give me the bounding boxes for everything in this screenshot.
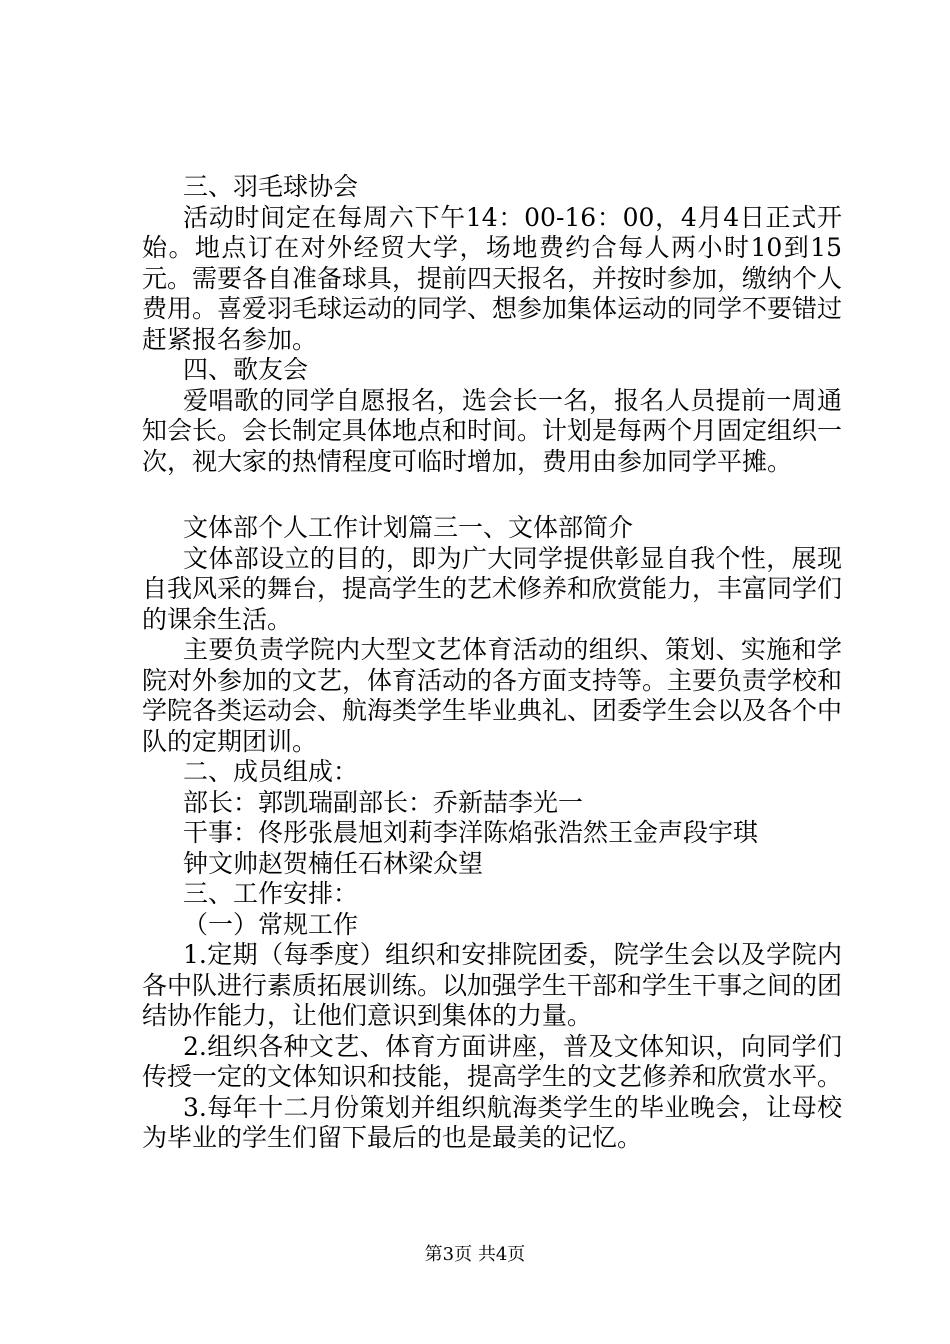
paragraph-department-duties: 主要负责学院内大型文艺体育活动的组织、策划、实施和学院对外参加的文艺，体育活动的各方面支持等。主要负责学校和学院各类运动会、航海类学生毕业典礼、团委学生会以及各个中队的定期团训。 xyxy=(142,635,843,756)
page-number-footer: 第3页 共4页 xyxy=(424,1244,526,1265)
line-staff: 干事：佟彤张晨旭刘莉李洋陈焰张浩然王金声段宇琪 xyxy=(183,818,759,847)
heading-singing-club: 四、歌友会 xyxy=(183,355,309,384)
heading-work-arrangement: 三、工作安排： xyxy=(183,879,359,908)
line-staff-continued: 钟文帅赵贺楠任石林梁众望 xyxy=(183,848,484,878)
paragraph-department-purpose: 文体部设立的目的，即为广大同学提供彰显自我个性，展现自我风采的舞台，提高学生的艺术修养和欣赏能力，丰富同学们的课余生活。 xyxy=(142,543,843,634)
heading-regular-work: （一）常规工作 xyxy=(183,909,359,939)
document-body xyxy=(142,172,842,1154)
section-gap xyxy=(142,477,842,513)
item-training: 1.定期（每季度）组织和安排院团委，院学生会以及学院内各中队进行素质拓展训练。以加强学生干部和学生干事之间的团结协作能力，让他们意识到集体的力量。 xyxy=(142,940,843,1030)
line-ministers: 部长：郭凯瑞副部长：乔新喆李光一 xyxy=(183,787,584,817)
paragraph-badminton-details: 活动时间定在每周六下午14：00-16：00，4月4日正式开始。地点订在对外经贸大学，场地费约合每人两小时10到15元。需要各自准备球具，提前四天报名，并按时参加，缴纳个人费用。喜爱羽毛球运动的同学、想参加集体运动的同学不要错过赶紧报名参加。 xyxy=(142,202,843,354)
heading-badminton-club: 三、羽毛球协会 xyxy=(183,172,359,201)
item-graduation-party: 3.每年十二月份策划并组织航海类学生的毕业晚会，让母校为毕业的学生们留下最后的也是最美的记忆。 xyxy=(142,1092,842,1152)
paragraph-singing-details: 爱唱歌的同学自愿报名，选会长一名，报名人员提前一周通知会长。会长制定具体地点和时间。计划是每两个月固定组织一次，视大家的热情程度可临时增加，费用由参加同学平摊。 xyxy=(142,385,843,476)
heading-members: 二、成员组成： xyxy=(183,757,359,786)
item-lectures: 2.组织各种文艺、体育方面讲座，普及文体知识，向同学们传授一定的文体知识和技能，提高学生的文艺修养和欣赏水平。 xyxy=(142,1031,843,1091)
heading-work-plan-part3: 文体部个人工作计划篇三一、文体部简介 xyxy=(183,513,634,542)
